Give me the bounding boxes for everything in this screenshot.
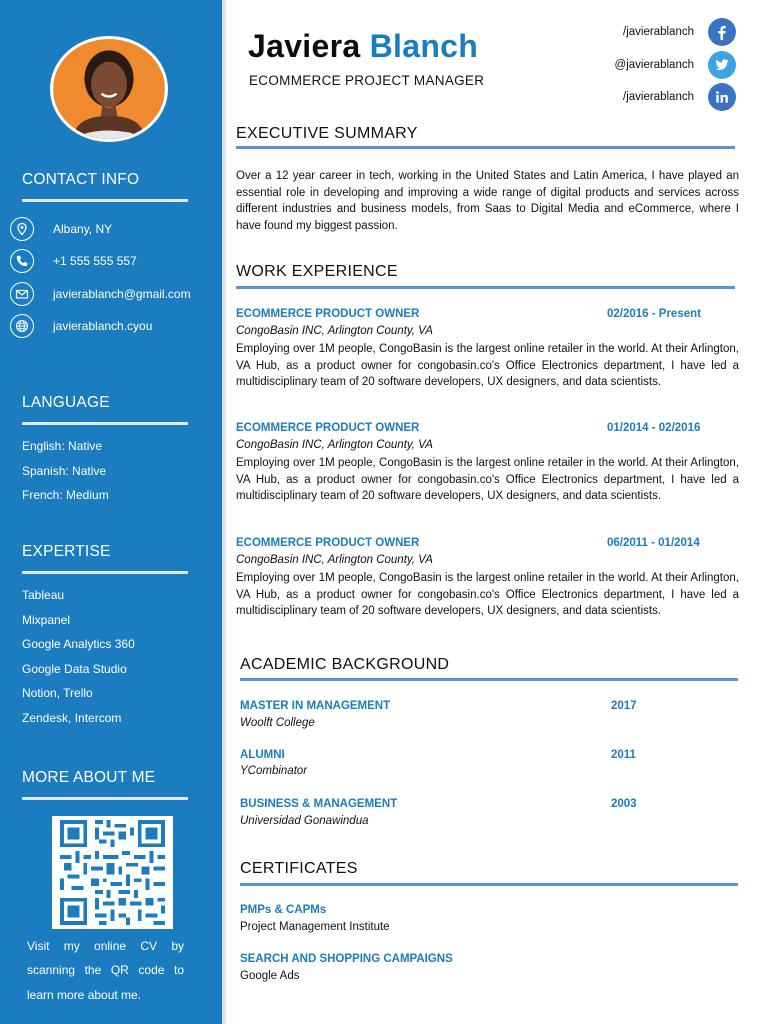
job-description: Employing over 1M people, CongoBasin is the largest online retailer in the world. At their Arlington, VA Hub, as a product owner for congobasin.co's Office Electronics department, I have led a multidisciplinary team of 20 software developers, UX designers, and data scientists. [236,343,739,389]
twitter-handle[interactable]: @javierablanch [614,59,694,71]
certificate-title: PMPs & CAPMs [240,904,327,916]
language-item: French: Medium [22,488,109,503]
academic-background-heading: ACADEMIC BACKGROUND [240,656,450,673]
globe-icon [10,314,34,338]
contact-website [10,313,152,339]
job-company: CongoBasin INC, Arlington County, VA [236,554,433,566]
work-experience-heading: WORK EXPERIENCE [236,263,398,280]
social-twitter[interactable] [615,51,736,79]
job-dates: 01/2014 - 02/2016 [607,422,701,434]
language-item: Spanish: Native [22,463,107,478]
qr-code [52,816,173,929]
social-facebook[interactable] [623,18,736,46]
job-company: CongoBasin INC, Arlington County, VA [236,325,433,337]
email-text[interactable]: javierablanch@gmail.com [53,287,191,301]
certificate-title: SEARCH AND SHOPPING CAMPAIGNS [240,953,453,965]
degree-year: 2017 [611,700,637,712]
email-icon [10,282,34,306]
expertise-item: Notion, Trello [22,686,93,701]
expertise-item: Google Analytics 360 [22,637,135,652]
certificates-heading: CERTIFICATES [240,860,358,877]
language-divider [22,422,188,425]
contact-email [10,281,191,307]
phone-icon [10,249,34,273]
sidebar-edge [222,0,226,1024]
location-icon [10,217,34,241]
degree-school: YCombinator [240,765,308,777]
location-text: Albany, NY [53,222,113,236]
academic-background-divider [240,678,738,681]
phone-text[interactable]: +1 555 555 557 [53,254,137,268]
linkedin-icon[interactable] [708,83,736,111]
expertise-heading: EXPERTISE [22,543,111,560]
degree-school: Universidad Gonawindua [240,815,369,827]
language-heading: LANGUAGE [22,394,110,411]
contact-phone [10,248,137,274]
executive-summary-heading: EXECUTIVE SUMMARY [236,125,418,142]
job-company: CongoBasin INC, Arlington County, VA [236,439,433,451]
full-name [248,28,478,65]
job-title: ECOMMERCE PRODUCT OWNER [236,422,420,434]
degree-title: ALUMNI [240,749,285,761]
degree-year: 2003 [611,798,637,810]
facebook-icon[interactable] [708,18,736,46]
website-text[interactable]: javierablanch.cyou [53,319,153,333]
executive-summary-divider [236,146,735,149]
job-role: ECOMMERCE PROJECT MANAGER [249,73,485,88]
expertise-item: Google Data Studio [22,661,127,676]
job-description: Employing over 1M people, CongoBasin is the largest online retailer in the world. At their Arlington, VA Hub, as a product owner for congobasin.co's Office Electronics department, I have led a multidisciplinary team of 20 software developers, UX designers, and data scientists. [236,572,739,618]
language-list [22,434,109,508]
avatar [50,36,168,142]
contact-info-heading: CONTACT INFO [22,171,140,188]
contact-info-divider [22,199,188,202]
expertise-item: Zendesk, Intercom [22,710,122,725]
degree-title: MASTER IN MANAGEMENT [240,700,391,712]
qr-caption: Visit my online CV by scanning the QR code to learn more about me. [27,939,184,1002]
job-dates: 06/2011 - 01/2014 [607,537,700,549]
twitter-icon[interactable] [708,51,736,79]
last-name: Blanch [369,28,479,64]
degree-year: 2011 [611,749,636,761]
more-about-me-divider [22,797,188,800]
facebook-handle[interactable]: /javierablanch [623,26,694,38]
contact-location [10,216,112,242]
executive-summary-text: Over a 12 year career in tech, working in the United States and Latin America, I have played an essential role in developing and improving a wide range of digital products and services across different industries and business models, from Saas to Digital Media and eCommerce, where I have found my biggest passion. [236,170,739,232]
job-title: ECOMMERCE PRODUCT OWNER [236,308,420,320]
certificate-issuer: Project Management Institute [240,921,390,933]
expertise-divider [22,571,188,574]
job-dates: 02/2016 - Present [607,308,701,320]
degree-school: Woolft College [240,717,315,729]
job-title: ECOMMERCE PRODUCT OWNER [236,537,420,549]
certificates-divider [240,883,738,886]
linkedin-handle[interactable]: /javierablanch [623,91,694,103]
social-linkedin[interactable] [623,83,736,111]
job-description: Employing over 1M people, CongoBasin is the largest online retailer in the world. At their Arlington, VA Hub, as a product owner for congobasin.co's Office Electronics department, I have led a multidisciplinary team of 20 software developers, UX designers, and data scientists. [236,457,739,503]
certificate-issuer: Google Ads [240,970,300,982]
work-experience-divider [236,286,735,289]
more-about-me-heading: MORE ABOUT ME [22,769,156,786]
degree-title: BUSINESS & MANAGEMENT [240,798,398,810]
expertise-item: Mixpanel [22,612,71,627]
expertise-item: Tableau [22,588,65,602]
first-name: Javiera [248,28,361,64]
expertise-list [22,583,135,731]
sidebar [0,0,222,1024]
language-item: English: Native [22,439,103,453]
